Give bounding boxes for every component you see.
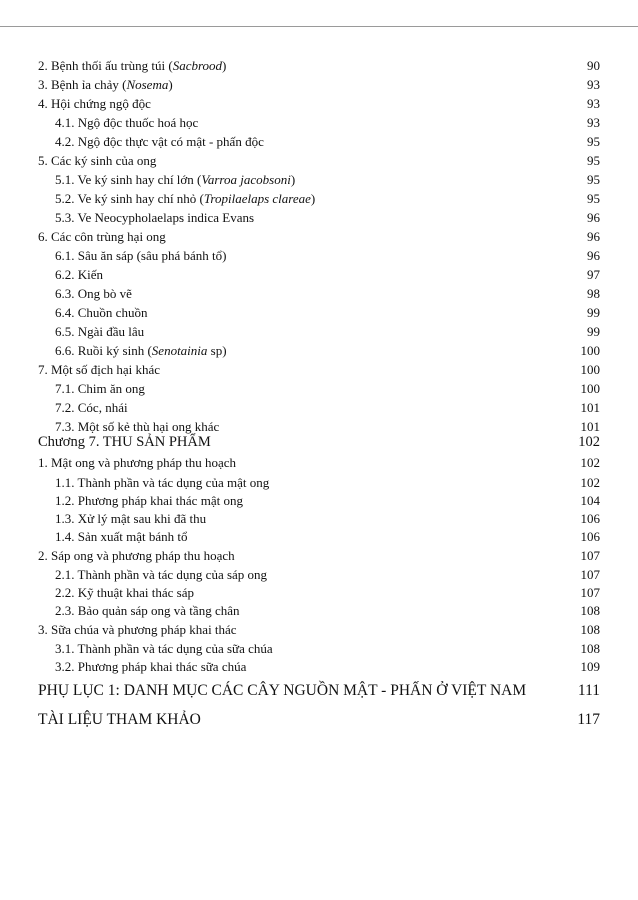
toc-entry-page: 93 (587, 96, 600, 111)
toc-entry-page: 102 (578, 434, 600, 450)
toc-entry (55, 510, 600, 528)
toc-entry (55, 640, 600, 658)
toc-entry-title (38, 709, 201, 731)
toc-entry (38, 680, 600, 702)
toc-entry-page: 107 (580, 585, 600, 600)
toc-entry-page: 104 (580, 493, 600, 508)
toc-entry-page: 100 (580, 362, 600, 377)
toc-entry (38, 228, 600, 246)
toc-entry-page: 108 (580, 603, 600, 618)
toc-entry (55, 474, 600, 492)
toc-entry-title-text: 1.4. Sản xuất mật bánh tổ (55, 529, 188, 544)
toc-entry-page: 107 (580, 548, 600, 563)
toc-entry-title-text: 3.2. Phương pháp khai thác sữa chúa (55, 659, 247, 674)
toc-entry-title-text: 2.1. Thành phần và tác dụng của sáp ong (55, 567, 268, 582)
toc-entry-page: 90 (587, 58, 600, 73)
toc-entry-title (38, 680, 526, 702)
toc-entry-title-text: 1.1. Thành phần và tác dụng của mật ong (55, 475, 270, 490)
toc-entry (55, 304, 600, 322)
toc-entry-page: 93 (587, 115, 600, 130)
toc-entry (38, 361, 600, 379)
toc-entry-page: 95 (587, 172, 600, 187)
toc-entry-page: 95 (587, 134, 600, 149)
toc-entry-title (55, 209, 254, 227)
toc-entry-title (38, 454, 236, 472)
toc-entry-page: 108 (580, 622, 600, 637)
toc-entry-title (55, 640, 273, 658)
toc-entry-title (38, 76, 173, 94)
toc-entry-title-text: 6.4. Chuồn chuồn (55, 305, 148, 320)
toc-entry (55, 342, 600, 360)
toc-entry-title (55, 584, 194, 602)
toc-entry-title-text: 7.3. Một số kẻ thù hại ong khác (55, 419, 220, 434)
toc-entry-title (55, 528, 188, 546)
toc-entry-page: 99 (587, 324, 600, 339)
toc-entry-title-text: 4. Hội chứng ngộ độc (38, 96, 151, 111)
toc-entry-title (55, 399, 128, 417)
toc-entry-page: 108 (580, 641, 600, 656)
toc-entry-title (55, 323, 144, 341)
toc-entry (38, 709, 600, 731)
toc-entry-title-text: 7. Một số địch hại khác (38, 362, 161, 377)
toc-entry-title-text: 5.3. Ve Neocypholaelaps indica Evans (55, 210, 255, 225)
toc-entry-title-text: 6.3. Ong bò vẽ (55, 286, 132, 301)
toc-entry-page: 95 (587, 191, 600, 206)
toc-entry-title (38, 361, 160, 379)
toc-entry-page: 96 (587, 229, 600, 244)
toc-entry-title (38, 95, 151, 113)
toc-entry-title (55, 380, 145, 398)
toc-entry-title (55, 247, 227, 265)
toc-entry (38, 95, 600, 113)
toc-entry-page: 100 (580, 343, 600, 358)
toc-entry-title-text: PHỤ LỤC 1: DANH MỤC CÁC CÂY NGUỒN MẬT - PHẤN Ở VIỆT NAM (38, 682, 527, 699)
toc-entry (38, 431, 600, 453)
toc-entry (55, 133, 600, 151)
toc-entry-title (55, 266, 103, 284)
toc-entry (55, 190, 600, 208)
toc-entry-title-text: ) (290, 172, 296, 187)
toc-entry-title (55, 566, 267, 584)
toc-entry-title-text: 4.2. Ngộ độc thực vật có mật - phấn độc (55, 134, 264, 149)
toc-entry-title-text: 2.3. Bảo quản sáp ong và tầng chân (55, 603, 240, 618)
toc-entry-title (55, 602, 239, 620)
toc-entry (55, 380, 600, 398)
toc-entry (55, 323, 600, 341)
toc-entry-title-text: Chương 7. THU SẢN PHẨM (38, 434, 211, 450)
toc-entry-title-italic: Varroa jacobsoni (201, 172, 291, 187)
toc-entry-title-text: 3. Sữa chúa và phương pháp khai thác (38, 622, 237, 637)
toc-entry (55, 247, 600, 265)
toc-entry-title-text: 3. Bệnh ỉa chảy ( (38, 77, 127, 92)
toc-entry-title-text: ) (222, 58, 227, 73)
toc-entry (55, 399, 600, 417)
toc-entry-title-italic: Nosema (126, 77, 169, 92)
toc-entry-title-text: TÀI LIỆU THAM KHẢO (38, 711, 201, 728)
toc-entry-page: 99 (587, 305, 600, 320)
toc-entry-title (38, 547, 235, 565)
toc-entry-title (55, 304, 147, 322)
toc-entry-page: 95 (587, 153, 600, 168)
toc-entry-title-text: 5. Các ký sinh của ong (38, 153, 157, 168)
toc-entry-title (55, 285, 132, 303)
toc-entry (55, 528, 600, 546)
toc-entry-title (55, 342, 227, 360)
toc-entry-title-text: 6.5. Ngài đầu lâu (55, 324, 145, 339)
toc-entry-title-italic: Sacbrood (172, 58, 223, 73)
toc-entry (38, 454, 600, 472)
toc-entry (55, 171, 600, 189)
toc-entry-title (55, 658, 246, 676)
toc-entry-title-text: ) (310, 191, 316, 206)
toc-entry-title-text: 2. Sáp ong và phương pháp thu hoạch (38, 548, 235, 563)
toc-entry-title-text: 5.1. Ve ký sinh hay chí lớn ( (55, 172, 202, 187)
toc-entry-page: 109 (580, 659, 600, 674)
toc-entry-page: 98 (587, 286, 600, 301)
toc-entry-title-text: 4.1. Ngộ độc thuốc hoá học (55, 115, 199, 130)
toc-entry-page: 102 (580, 455, 600, 470)
toc-entry-title (55, 114, 198, 132)
toc-entry (55, 266, 600, 284)
toc-entry-title-text: 1.3. Xử lý mật sau khi đã thu (55, 511, 207, 526)
toc-entry (38, 57, 600, 75)
toc-entry-title (38, 431, 211, 453)
toc-entry (55, 114, 600, 132)
toc-entry-page: 101 (580, 419, 600, 434)
toc-entry-title (55, 171, 295, 189)
toc-entry-page: 96 (587, 210, 600, 225)
toc-entry-title (55, 190, 315, 208)
toc-entry-title-text: sp) (207, 343, 227, 358)
toc-entry-title-text: 3.1. Thành phần và tác dụng của sữa chúa (55, 641, 273, 656)
toc-entry-title-italic: Tropilaelaps clareae (203, 191, 311, 206)
toc-entry-page: 100 (580, 381, 600, 396)
toc-entry-page: 117 (577, 711, 600, 728)
toc-entry-title (55, 474, 269, 492)
toc-entry-title-text: 2.2. Kỹ thuật khai thác sáp (55, 585, 194, 600)
toc-entry (55, 658, 600, 676)
toc-entry-page: 106 (580, 511, 600, 526)
toc-entry (38, 152, 600, 170)
toc-entry-title (55, 510, 206, 528)
toc-entry-page: 107 (580, 567, 600, 582)
toc-entry-page: 93 (587, 77, 600, 92)
toc-entry-page: 111 (577, 682, 600, 699)
toc-entry-title-text: 1. Mật ong và phương pháp thu hoạch (38, 455, 237, 470)
toc-entry-page: 97 (587, 267, 600, 282)
toc-entry-title-text: 6.1. Sâu ăn sáp (sâu phá bánh tổ) (55, 248, 227, 263)
toc-entry-title-text: 6. Các côn trùng hại ong (38, 229, 166, 244)
toc-entry-title-text: ) (168, 77, 173, 92)
toc-entry-title (55, 492, 243, 510)
toc-entry-title (38, 57, 226, 75)
toc-entry-title-text: 5.2. Ve ký sinh hay chí nhỏ ( (55, 191, 204, 206)
toc-entry-page: 106 (580, 529, 600, 544)
toc-entry (55, 285, 600, 303)
toc-entry-title-text: 7.1. Chim ăn ong (55, 381, 145, 396)
toc-entry (55, 584, 600, 602)
toc-entry-title (55, 133, 264, 151)
toc-entry-page: 96 (587, 248, 600, 263)
toc-entry (38, 547, 600, 565)
toc-entry-title (38, 152, 156, 170)
toc-entry-title (38, 621, 237, 639)
toc-entry-title-text: 2. Bệnh thối ấu trùng túi ( (38, 58, 173, 73)
toc-entry (55, 209, 600, 227)
toc-entry (38, 621, 600, 639)
toc-entry-title-italic: Senotainia (151, 343, 208, 358)
toc-entry (55, 492, 600, 510)
toc-entry-title-text: 6.6. Ruồi ký sinh ( (55, 343, 152, 358)
toc-entry-page: 102 (580, 475, 600, 490)
toc-entry (55, 602, 600, 620)
toc-entry-title-text: 7.2. Cóc, nhái (55, 400, 128, 415)
toc-entry-title-text: 6.2. Kiến (55, 267, 104, 282)
toc-entry-page: 101 (580, 400, 600, 415)
toc-entry-title (38, 228, 166, 246)
toc-entry (55, 566, 600, 584)
toc-entry-title-text: 1.2. Phương pháp khai thác mật ong (55, 493, 243, 508)
toc-entry (38, 76, 600, 94)
